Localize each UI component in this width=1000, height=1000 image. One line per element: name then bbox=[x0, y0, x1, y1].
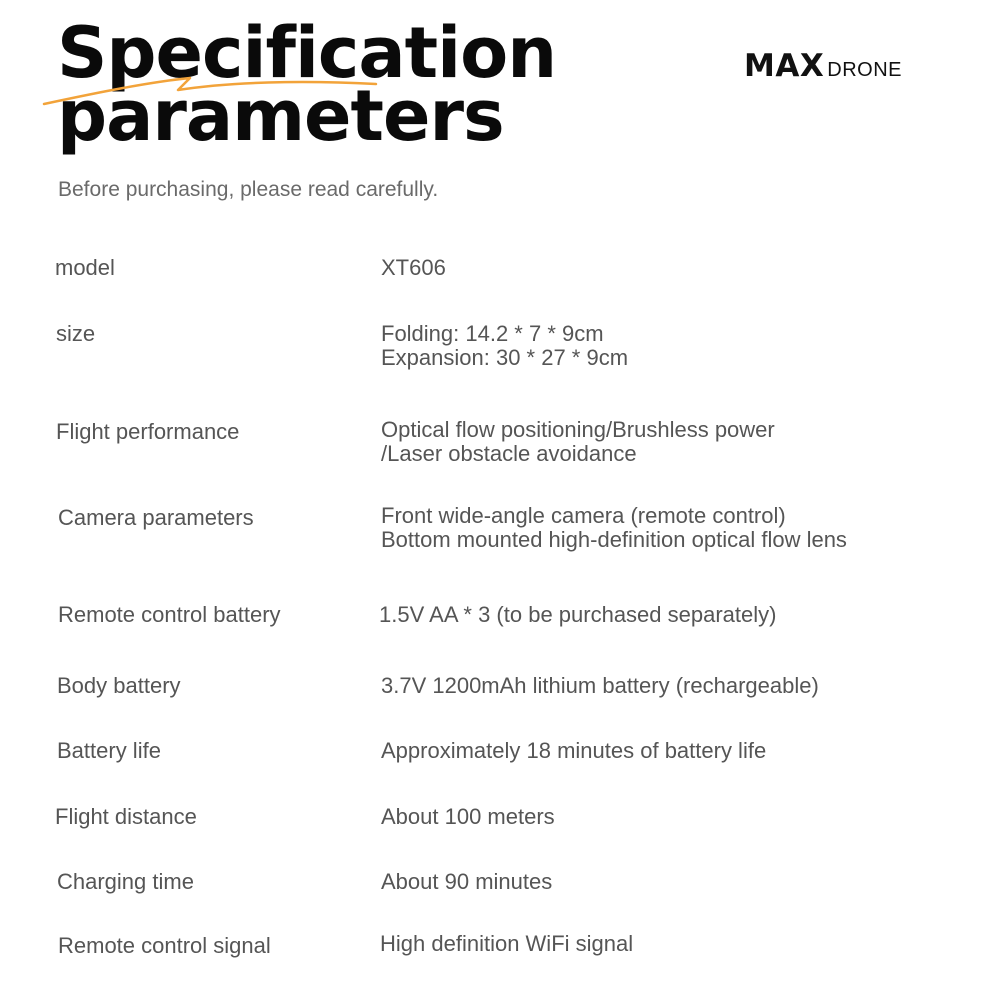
spec-value bbox=[381, 256, 446, 280]
title-line-1: Specification bbox=[57, 12, 557, 94]
spec-value bbox=[379, 603, 776, 627]
spec-value-line: About 90 minutes bbox=[381, 869, 553, 894]
spec-value-line: /Laser obstacle avoidance bbox=[381, 441, 637, 466]
logo-drone-text: DRONE bbox=[827, 59, 902, 81]
spec-label: Remote control battery bbox=[58, 602, 281, 627]
spec-value-line: XT606 bbox=[381, 255, 446, 280]
spec-value bbox=[381, 418, 775, 466]
spec-label: Charging time bbox=[57, 869, 194, 894]
spec-value-line: About 100 meters bbox=[381, 804, 555, 829]
spec-value bbox=[381, 322, 628, 370]
spec-label: Battery life bbox=[57, 738, 161, 763]
spec-label: model bbox=[55, 255, 115, 280]
spec-value bbox=[380, 932, 633, 956]
spec-value-line: 3.7V 1200mAh lithium battery (rechargeable) bbox=[381, 673, 819, 698]
spec-value bbox=[381, 674, 819, 698]
spec-value-line: Expansion: 30 * 27 * 9cm bbox=[381, 345, 629, 370]
title-line-2: parameters bbox=[57, 75, 504, 157]
spec-label: Body battery bbox=[57, 673, 181, 698]
spec-value bbox=[381, 739, 766, 763]
logo-max-text: MAX bbox=[744, 48, 825, 84]
spec-value bbox=[381, 504, 847, 552]
brand-logo bbox=[744, 48, 902, 84]
spec-value bbox=[381, 870, 552, 894]
spec-label: Remote control signal bbox=[58, 933, 271, 958]
spec-value-line: Optical flow positioning/Brushless power bbox=[381, 417, 775, 442]
spec-value-line: Approximately 18 minutes of battery life bbox=[381, 738, 767, 763]
page-subtitle: Before purchasing, please read carefully. bbox=[58, 178, 439, 201]
spec-label: Flight performance bbox=[56, 419, 240, 444]
spec-label: size bbox=[56, 321, 96, 346]
spec-label: Camera parameters bbox=[58, 505, 254, 530]
spec-value bbox=[381, 805, 555, 829]
spec-value-line: Folding: 14.2 * 7 * 9cm bbox=[381, 321, 604, 346]
spec-value-line: High definition WiFi signal bbox=[380, 931, 634, 956]
page-title bbox=[57, 12, 557, 157]
spec-label: Flight distance bbox=[55, 804, 197, 829]
spec-value-line: 1.5V AA * 3 (to be purchased separately) bbox=[379, 602, 777, 627]
spec-value-line: Bottom mounted high-definition optical flow lens bbox=[381, 527, 847, 552]
spec-value-line: Front wide-angle camera (remote control) bbox=[381, 503, 786, 528]
